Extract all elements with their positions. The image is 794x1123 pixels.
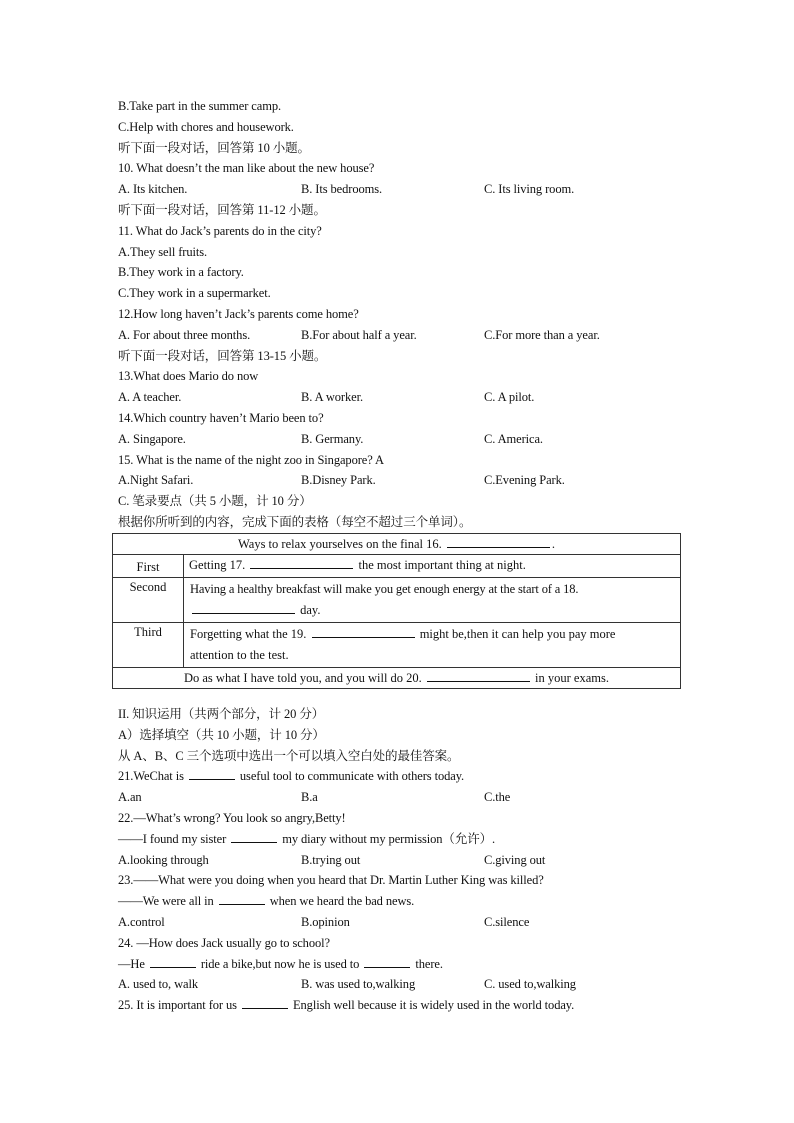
answer-blank-19[interactable] [312, 625, 415, 638]
question-11: 11. What do Jack’s parents do in the city? [118, 223, 322, 238]
row-label-second: Second [113, 578, 184, 623]
q10-option-b: B. Its bedrooms. [301, 182, 383, 197]
q23-option-a: A.control [118, 914, 165, 929]
q11-option-c: C.They work in a supermarket. [118, 286, 271, 301]
q23-options [118, 912, 688, 933]
q13-option-c: C. A pilot. [484, 390, 535, 405]
q23-option-b: B.opinion [301, 914, 350, 929]
q15-options [118, 470, 688, 491]
q10-option-c: C. Its living room. [484, 182, 575, 197]
table-header-end: . [551, 537, 556, 551]
row3-text-mid: might be,then it can help you pay more [419, 627, 616, 641]
q25-text-post: English well because it is widely used in the world today. [292, 998, 575, 1013]
q23-text-post: when we heard the bad news. [269, 894, 415, 909]
q21-option-b: B.a [301, 790, 318, 805]
instruction-q11-12: 听下面一段对话，回答第 11-12 小题。 [118, 202, 326, 217]
row-label-third: Third [113, 623, 184, 668]
table-header-text: Ways to relax yourselves on the final 16. [237, 537, 442, 551]
answer-blank-25[interactable] [242, 996, 288, 1009]
q15-option-b: B.Disney Park. [301, 473, 376, 488]
q11-option-a: A.They sell fruits. [118, 244, 208, 259]
listening-section [118, 96, 688, 533]
q22-text-post: my diary without my permission（允许）. [282, 831, 496, 846]
knowledge-section [118, 704, 688, 1016]
q12-option-c: C.For more than a year. [484, 327, 600, 342]
q22-text-pre: ——I found my sister [118, 831, 227, 846]
row-content-second [184, 578, 681, 623]
part-a-title: A）选择填空（共 10 小题，计 10 分） [118, 727, 325, 742]
q9-option-b: B.Take part in the summer camp. [118, 99, 281, 113]
table-row [113, 578, 681, 623]
row-label-first: First [113, 555, 184, 578]
answer-blank-16[interactable] [447, 535, 550, 548]
q15-option-c: C.Evening Park. [484, 473, 565, 488]
q21-text-post: useful tool to communicate with others today. [239, 769, 465, 784]
row3-line1 [190, 624, 674, 645]
question-15: 15. What is the name of the night zoo in Singapore? A [118, 452, 384, 467]
q13-option-b: B. A worker. [301, 390, 363, 405]
answer-blank-17[interactable] [250, 556, 353, 569]
table-footer-row [113, 668, 681, 689]
answer-blank-18[interactable] [192, 601, 295, 614]
part-c-instruction: 根据你所听到的内容，完成下面的表格（每空不超过三个单词）。 [118, 514, 472, 529]
q13-options [118, 387, 688, 408]
q12-option-b: B.For about half a year. [301, 327, 417, 342]
row-content-first [184, 555, 681, 578]
question-21 [118, 766, 688, 787]
question-25 [118, 995, 688, 1016]
part-c-title: C. 笔录要点（共 5 小题，计 10 分） [118, 494, 312, 509]
question-24-line1: 24. —How does Jack usually go to school? [118, 935, 330, 950]
answer-blank-22[interactable] [231, 830, 277, 843]
instruction-q10: 听下面一段对话，回答第 10 小题。 [118, 140, 310, 155]
q14-option-b: B. Germany. [301, 431, 364, 446]
question-14: 14.Which country haven’t Mario been to? [118, 410, 324, 425]
row3-text-pre: Forgetting what the 19. [190, 627, 307, 641]
question-23-line1: 23.——What were you doing when you heard that Dr. Martin Luther King was killed? [118, 873, 544, 888]
question-24-line2 [118, 954, 688, 975]
q9-option-c: C.Help with chores and housework. [118, 119, 294, 134]
q21-text-pre: 21.WeChat is [118, 769, 184, 784]
row1-text-post: the most important thing at night. [358, 558, 526, 572]
question-13: 13.What does Mario do now [118, 369, 259, 384]
notes-table [112, 533, 681, 689]
q10-options [118, 179, 688, 200]
q22-option-c: C.giving out [484, 852, 546, 867]
question-10: 10. What doesn’t the man like about the new house? [118, 161, 375, 176]
question-22-line1: 22.—What’s wrong? You look so angry,Betty! [118, 810, 346, 825]
footer-text-pre: Do as what I have told you, and you will do 20. [183, 671, 422, 685]
q25-text-pre: 25. It is important for us [118, 998, 237, 1013]
q24-option-c: C. used to,walking [484, 977, 576, 992]
q21-option-c: C.the [484, 790, 511, 805]
q24-options [118, 974, 688, 995]
q11-option-b: B.They work in a factory. [118, 265, 244, 280]
q14-options [118, 429, 688, 450]
q24-option-b: B. was used to,walking [301, 977, 416, 992]
q23-option-c: C.silence [484, 914, 530, 929]
q10-option-a: A. Its kitchen. [118, 182, 188, 197]
q24-option-a: A. used to, walk [118, 977, 198, 992]
answer-blank-23[interactable] [219, 892, 265, 905]
q21-option-a: A.an [118, 790, 142, 805]
q12-options [118, 325, 688, 346]
q24-text-mid: ride a bike,but now he is used to [200, 956, 360, 971]
q21-options [118, 787, 688, 808]
question-22-line2 [118, 829, 688, 850]
q24-text-post: there. [415, 956, 443, 971]
table-footer-cell [113, 668, 681, 689]
q14-option-a: A. Singapore. [118, 431, 186, 446]
table-header-cell [113, 534, 681, 555]
row2-text-post: day. [300, 603, 321, 617]
instruction-q13-15: 听下面一段对话，回答第 13-15 小题。 [118, 348, 327, 363]
q12-option-a: A. For about three months. [118, 327, 251, 342]
q23-text-pre: ——We were all in [118, 894, 214, 909]
answer-blank-21[interactable] [189, 767, 235, 780]
q22-option-a: A.looking through [118, 852, 209, 867]
footer-text-post: in your exams. [535, 671, 609, 685]
row-content-third [184, 623, 681, 668]
row1-text-pre: Getting 17. [189, 558, 246, 572]
answer-blank-20[interactable] [427, 669, 530, 682]
question-12: 12.How long haven’t Jack’s parents come home? [118, 306, 359, 321]
part-a-instruction: 从 A、B、C 三个选项中选出一个可以填入空白处的最佳答案。 [118, 748, 460, 763]
q13-option-a: A. A teacher. [118, 390, 182, 405]
q22-options [118, 850, 688, 871]
q14-option-c: C. America. [484, 431, 543, 446]
row2-line2 [190, 600, 674, 621]
q15-option-a: A.Night Safari. [118, 473, 194, 488]
q24-text-pre: —He [118, 956, 145, 971]
q22-option-b: B.trying out [301, 852, 361, 867]
answer-blank-24b[interactable] [364, 955, 410, 968]
table-row [113, 555, 681, 578]
table-row [113, 623, 681, 668]
row3-text-line2: attention to the test. [190, 648, 289, 662]
row2-text-line1: Having a healthy breakfast will make you get enough energy at the start of a 18. [190, 582, 579, 596]
answer-blank-24a[interactable] [150, 955, 196, 968]
question-23-line2 [118, 891, 688, 912]
table-header-row [113, 534, 681, 555]
section-ii-title: II. 知识运用（共两个部分，计 20 分） [118, 707, 325, 721]
